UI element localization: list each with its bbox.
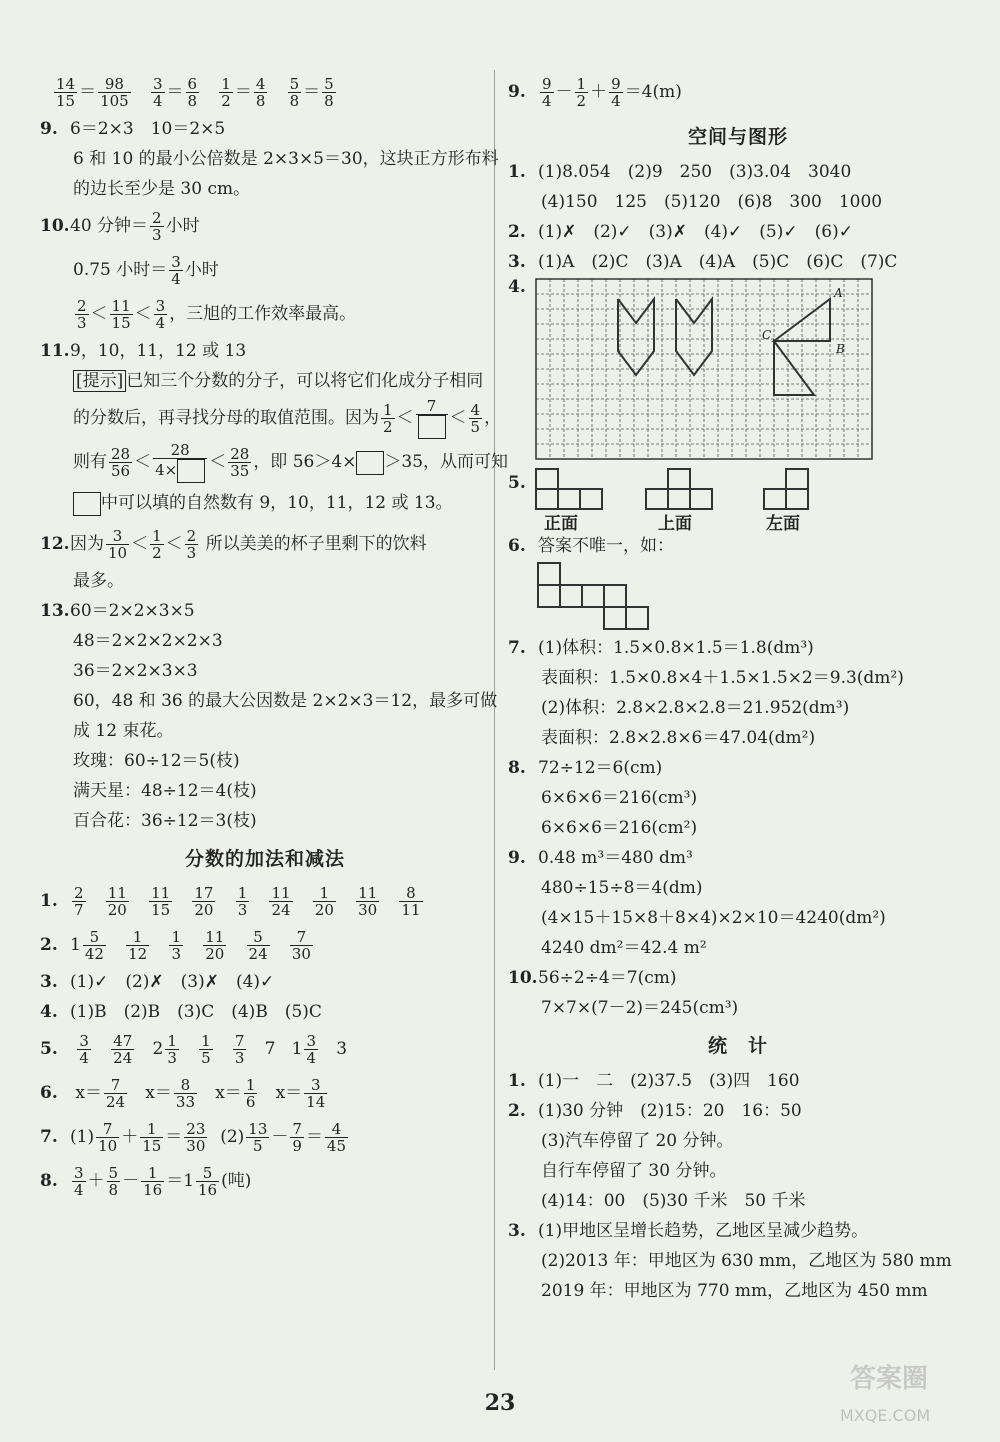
- g4-block: 4. A B C: [508, 277, 968, 467]
- t2-line4: (4)14：00 (5)30 千米 50 千米: [541, 1191, 806, 1211]
- s6-line: 6. x＝ $\frac{7}{24}$ x＝ $\frac{8}{33}$ x＝ $\frac{1}{6}$ x＝ $\frac{3}{14}$: [40, 1076, 326, 1111]
- s2-line: 2. 1 $\frac{5}{42}$ $\frac{1}{12}$ $\frac{1}{3}$ $\frac{11}{20}$ $\frac{5}{24}$ $\frac{7}{30}$: [40, 928, 311, 963]
- g7-line2: 表面积：1.5×0.8×4＋1.5×1.5×2＝9.3(dm²): [541, 668, 904, 688]
- label-front: 正面: [544, 514, 578, 534]
- g1-line1: 1. (1)8.054 (2)9 250 (3)3.04 3040: [508, 162, 852, 182]
- q11-line4: 则有 $\frac{28}{56}$ ＜ $\frac{28}{4\times}$ ＜ $\frac{28}{35}$ ，即 56＞4× ＞35，从而可知: [40, 440, 490, 484]
- hint-label: [提示]: [73, 370, 126, 392]
- q13-line2: 48＝2×2×2×2×3: [73, 631, 223, 651]
- q13-line3: 36＝2×2×3×3: [73, 661, 198, 681]
- g10-line1: 10.56÷2÷4＝7(cm): [508, 968, 677, 988]
- q13-line4: 60，48 和 36 的最大公因数是 2×2×3＝12，最多可做: [73, 691, 498, 711]
- fraction: $\frac{2}{7}$: [74, 884, 84, 919]
- q9-line2: 6 和 10 的最小公倍数是 2×3×5＝30，这块正方形布料: [73, 149, 499, 169]
- t3-line1: 3. (1)甲地区呈增长趋势，乙地区呈减少趋势。: [508, 1221, 869, 1241]
- q11-line2: [提示] 已知三个分数的分子，可以将它们化成分子相同: [40, 366, 490, 396]
- g1-line2: (4)150 125 (5)120 (6)8 300 1000: [541, 192, 883, 212]
- label-top: 上面: [658, 514, 692, 534]
- watermark-logo: [830, 1355, 990, 1435]
- grid-diagram: [534, 277, 874, 463]
- fraction: $\frac{5}{24}$: [248, 928, 268, 963]
- q13-line1: 13.60＝2×2×3×5: [40, 601, 195, 621]
- section-title-space-shapes: 空间与图形: [687, 126, 788, 148]
- net-diagram: [536, 561, 656, 633]
- t2-line3: 自行车停留了 30 分钟。: [541, 1161, 727, 1181]
- g9-line1: 9. 0.48 m³＝480 dm³: [508, 848, 693, 868]
- t3-line3: 2019 年：甲地区为 770 mm，乙地区为 450 mm: [541, 1281, 928, 1301]
- blank-box: [418, 415, 446, 439]
- q9-right-line: 9. $\frac{9}{4}$ － $\frac{1}{2}$ ＋ $\frac{9}{4}$ ＝4(m): [508, 75, 682, 110]
- svg-text:MXQE.COM: MXQE.COM: [840, 1406, 931, 1425]
- q11-line3: 的分数后，再寻找分母的取值范围。因为 $\frac{1}{2}$ ＜ 7 ＜ $\frac{4}{5}$ ，: [40, 396, 490, 440]
- s7-line: 7. (1) $\frac{7}{10}$ ＋ $\frac{1}{15}$ ＝ $\frac{23}{30}$ (2) $\frac{13}{5}$ － $\frac{7}{9}$ ＝ $\frac{4}{45}$: [40, 1120, 347, 1155]
- g8-line3: 6×6×6＝216(cm²): [541, 818, 698, 838]
- fraction: $\frac{11}{24}$: [271, 884, 291, 919]
- fraction: $\frac{1}{20}$: [314, 884, 334, 919]
- g10-line2: 7×7×(7－2)＝245(cm³): [541, 998, 739, 1018]
- label-a: A: [834, 286, 843, 300]
- fraction: $\frac{11}{20}$: [107, 884, 127, 919]
- q12-line2: 最多。: [73, 571, 124, 591]
- page-number: 23: [484, 1390, 516, 1416]
- g9-line3: (4×15＋15×8＋8×4)×2×10＝4240(dm²): [541, 908, 886, 928]
- g7-line1: 7. (1)体积：1.5×0.8×1.5＝1.8(dm³): [508, 638, 814, 658]
- s5-line: 5. $\frac{3}{4}$ $\frac{47}{24}$ 2 $\frac{1}{3}$ $\frac{1}{5}$ $\frac{7}{3}$ 7 1 $\frac{3}{4}$ 3: [40, 1032, 348, 1067]
- q11-line1: 11.9，10，11，12 或 13: [40, 341, 247, 361]
- label-left: 左面: [766, 514, 800, 534]
- q13-line8: 百合花：36÷12＝3(枝): [73, 811, 257, 831]
- views-diagram: [534, 467, 834, 511]
- g8-line2: 6×6×6＝216(cm³): [541, 788, 698, 808]
- q13-line6: 玫瑰：60÷12＝5(枝): [73, 751, 240, 771]
- g2-line: 2. (1)✗ (2)✓ (3)✗ (4)✓ (5)✓ (6)✓: [508, 222, 853, 242]
- svg-text:答案圈: 答案圈: [850, 1364, 929, 1394]
- blank-box: [73, 492, 101, 516]
- fraction: $\frac{8}{11}$: [401, 884, 421, 919]
- left-column: [40, 70, 509, 1203]
- g8-line1: 8. 72÷12＝6(cm): [508, 758, 663, 778]
- t1-line: 1. (1)一 二 (2)37.5 (3)四 160: [508, 1071, 800, 1091]
- fraction: $\frac{11}{30}$: [358, 884, 378, 919]
- section-title-fraction-add-sub: 分数的加法和减法: [184, 848, 345, 870]
- fraction: $\frac{7}{30}$: [291, 928, 311, 963]
- g7-line3: (2)体积：2.8×2.8×2.8＝21.952(dm³): [541, 698, 850, 718]
- q12-line1: 12.因为 $\frac{3}{10}$ ＜ $\frac{1}{2}$ ＜ $\frac{2}{3}$ 所以美美的杯子里剩下的饮料: [40, 527, 427, 562]
- fraction: $\frac{1}{3}$: [171, 928, 181, 963]
- section-title-statistics: 统 计: [707, 1035, 768, 1057]
- q10-line3: $\frac{2}{3}$ ＜ $\frac{11}{15}$ ＜ $\frac{3}{4}$ ，三旭的工作效率最高。: [77, 297, 357, 332]
- q13-line5: 成 12 束花。: [73, 721, 174, 741]
- g7-line4: 表面积：2.8×2.8×6＝47.04(dm²): [541, 728, 816, 748]
- fraction: $\frac{11}{20}$: [205, 928, 225, 963]
- fraction: $\frac{17}{20}$: [194, 884, 214, 919]
- column-divider: [494, 70, 495, 1370]
- label-b: B: [836, 342, 845, 356]
- t2-line1: 2. (1)30 分钟 (2)15：20 16：50: [508, 1101, 802, 1121]
- q9-line3: 的边长至少是 30 cm。: [73, 179, 251, 199]
- blank-box: [356, 451, 384, 475]
- s8-line: 8. $\frac{3}{4}$ ＋ $\frac{5}{8}$ － $\frac{1}{16}$ ＝1 $\frac{5}{16}$ (吨): [40, 1164, 252, 1199]
- q10-line2: 0.75 小时＝ $\frac{3}{4}$ 小时: [73, 253, 219, 288]
- shape-left: [618, 299, 654, 375]
- g3-line: 3. (1)A (2)C (3)A (4)A (5)C (6)C (7)C: [508, 252, 898, 272]
- q13-line7: 满天星：48÷12＝4(枝): [73, 781, 257, 801]
- s3-line: 3. (1)✓ (2)✗ (3)✗ (4)✓: [40, 972, 275, 992]
- fraction: $\frac{1}{12}$: [128, 928, 148, 963]
- blank-box: [177, 459, 205, 483]
- label-c: C: [762, 328, 772, 342]
- fraction: $\frac{1}{3}$: [237, 884, 248, 919]
- g9-line2: 480÷15÷8＝4(dm): [541, 878, 703, 898]
- g9-line4: 4240 dm²＝42.4 m²: [541, 938, 707, 958]
- triangle-rotated: [774, 341, 814, 395]
- q10-line1: 10.40 分钟＝ $\frac{2}{3}$ 小时: [40, 209, 200, 244]
- fraction-equalities: $\frac{14}{15}$ ＝ $\frac{98}{105}$ $\frac{3}{4}$ ＝ $\frac{6}{8}$ $\frac{1}{2}$ ＝ $\frac{4}{8}$ $\frac{5}{8}$ ＝ $\frac{5}{8}$: [56, 75, 334, 110]
- q9-line1: 9. 6＝2×3 10＝2×5: [40, 119, 226, 139]
- t3-line2: (2)2013 年：甲地区为 630 mm，乙地区为 580 mm: [541, 1251, 952, 1271]
- g5-block: 5. 正面 上面 左面: [508, 467, 968, 531]
- fraction: $\frac{11}{15}$: [151, 884, 171, 919]
- s1-line: 1. $\frac{2}{7}$ $\frac{11}{20}$ $\frac{11}{15}$ $\frac{17}{20}$ $\frac{1}{3}$ $\frac{11}{24}$ $\frac{1}{20}$ $\frac{11}{30}$ $\frac{8}{11}$: [40, 884, 421, 919]
- s4-line: 4. (1)B (2)B (3)C (4)B (5)C: [40, 1002, 322, 1022]
- shape-middle: [676, 299, 712, 375]
- g6-line: 6. 答案不唯一，如：: [508, 536, 674, 556]
- t2-line2: (3)汽车停留了 20 分钟。: [541, 1131, 734, 1151]
- q11-line5: 中可以填的自然数有 9，10，11，12 或 13。: [40, 484, 490, 522]
- right-column: [508, 70, 968, 1306]
